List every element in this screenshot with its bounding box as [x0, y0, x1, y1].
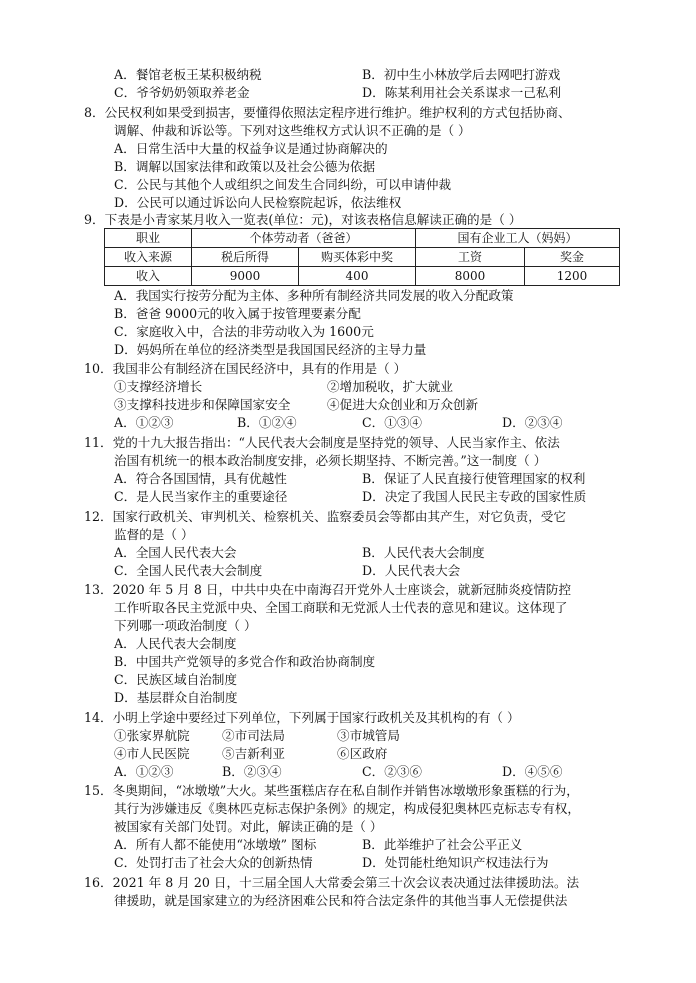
question-12-option-b: B．人民代表大会制度: [362, 545, 485, 560]
question-14-option-d: D．④⑤⑥: [502, 764, 563, 779]
question-13-option-c: C．民族区域自治制度: [114, 672, 237, 687]
income-table: [104, 228, 620, 286]
question-13-stem: 13．2020 年 5 月 8 日，中共中央在中南海召开党外人士座谈会，就新冠肺炎疫情防控: [84, 582, 572, 597]
question-12-stem: 12．国家行政机关、审判机关、检察机关、监察委员会等都由其产生，对它负责，受它: [84, 509, 566, 524]
table-cell: 个体劳动者（爸爸）: [192, 229, 416, 248]
question-13-option-b: B．中国共产党领导的多党合作和政治协商制度: [114, 654, 376, 669]
question-11-stem: 11．党的十九大报告指出：“人民代表大会制度是坚持党的领导、人民当家作主、依法: [84, 435, 560, 450]
option-c: C．爷爷奶奶领取养老金: [114, 85, 250, 100]
question-14-stem: 14．小明上学途中要经过下列单位，下列属于国家行政机关及其机构的有（ ）: [84, 710, 520, 725]
question-14-statement-3: ③市城管局: [337, 728, 400, 743]
question-9-option-d: D．妈妈所在单位的经济类型是我国国民经济的主导力量: [114, 342, 427, 357]
question-10-option-a: A．①②③: [114, 415, 174, 430]
question-15-option-a: A．所有人都不能使用“冰墩墩” 图标: [114, 837, 317, 852]
question-14-statement-6: ⑥区政府: [337, 746, 388, 761]
question-14-statement-1: ①张家界航院: [114, 728, 190, 743]
question-12-stem-cont: 监督的是（ ）: [114, 527, 194, 542]
table-cell: 工资: [416, 248, 525, 267]
question-10-stem: 10．我国非公有制经济在国民经济中，具有的作用是（ ）: [84, 361, 407, 376]
table-cell: 税后所得: [192, 248, 299, 267]
question-13-stem-cont: 工作听取各民主党派中央、全国工商联和无党派人士代表的意见和建议。这体现了: [114, 600, 568, 615]
question-13-stem-cont-2: 下列哪一项政治制度（ ）: [114, 618, 257, 633]
question-8-option-d: D．公民可以通过诉讼向人民检察院起诉，依法维权: [114, 195, 402, 210]
question-14-option-c: C．②③⑥: [362, 764, 423, 779]
table-row: [105, 229, 620, 248]
table-cell: 8000: [416, 267, 525, 286]
question-16-stem: 16．2021 年 8 月 20 日，十三届全国人大常委会第三十次会议表决通过法律援助法。法: [84, 875, 580, 890]
table-row: [105, 248, 620, 267]
table-cell: 1200: [525, 267, 620, 286]
table-cell: 购买体彩中奖: [299, 248, 416, 267]
question-15-stem-cont: 其行为涉嫌违反《奥林匹克标志保护条例》的规定，构成侵犯奥林匹克标志专有权，: [114, 801, 580, 816]
question-15-stem-cont-2: 被国家有关部门处罚。对此，解读正确的是（ ）: [114, 819, 383, 834]
question-8-option-a: A．日常生活中大量的权益争议是通过协商解决的: [114, 141, 388, 156]
question-14-statement-4: ④市人民医院: [114, 746, 190, 761]
question-14-option-a: A．①②③: [114, 764, 174, 779]
question-9-option-b: B．爸爸 9000元的收入属于按管理要素分配: [114, 306, 361, 321]
question-14-statement-2: ②市司法局: [222, 728, 285, 743]
table-cell: 400: [299, 267, 416, 286]
question-9-option-a: A．我国实行按劳分配为主体、多种所有制经济共同发展的收入分配政策: [114, 288, 514, 303]
question-13-option-a: A．人民代表大会制度: [114, 636, 237, 651]
table-cell: 9000: [192, 267, 299, 286]
question-10-option-d: D．②③④: [502, 415, 563, 430]
question-10-option-c: C．①③④: [362, 415, 423, 430]
table-cell: 国有企业工人（妈妈）: [416, 229, 620, 248]
question-9-option-c: C．家庭收入中，合法的非劳动收入为 1600元: [114, 324, 374, 339]
table-row: [105, 267, 620, 286]
question-10-statement-1: ①支撑经济增长: [114, 379, 203, 394]
question-8-stem: 8．公民权利如果受到损害，要懂得依照法定程序进行维护。维护权利的方式包括协商、: [84, 105, 571, 120]
question-14-statement-5: ⑤吉新利亚: [222, 746, 285, 761]
question-16-stem-cont: 律援助，就是国家建立的为经济困难公民和符合法定条件的其他当事人无偿提供法: [114, 893, 568, 908]
question-10-option-b: B．①②④: [237, 415, 297, 430]
question-8-stem-cont: 调解、仲裁和诉讼等。下列对这些维权方式认识不正确的是（ ）: [114, 123, 471, 138]
question-12-option-a: A．全国人民代表大会: [114, 545, 237, 560]
question-15-stem: 15．冬奥期间，“冰墩墩”大火。某些蛋糕店存在私自制作并销售冰墩墩形象蛋糕的行为，: [84, 783, 579, 798]
question-15-option-d: D．处罚能杜绝知识产权违法行为: [362, 855, 549, 870]
question-8-option-c: C．公民与其他个人或组织之间发生合同纠纷，可以申请仲裁: [114, 177, 452, 192]
question-10-statement-4: ④促进大众创业和万众创新: [327, 397, 479, 412]
question-10-statement-3: ③支撑科技进步和保障国家安全: [114, 397, 291, 412]
question-11-option-c: C．是人民当家作主的重要途径: [114, 489, 288, 504]
question-15-option-c: C．处罚打击了社会大众的创新热情: [114, 855, 313, 870]
question-11-stem-cont: 治国有机统一的根本政治制度安排，必须长期坚持、不断完善。”这一制度（ ）: [114, 453, 547, 468]
question-13-option-d: D．基层群众自治制度: [114, 690, 238, 705]
question-15-option-b: B．此举维护了社会公平正义: [362, 837, 523, 852]
question-9-stem: 9．下表是小青家某月收入一览表(单位：元)，对该表格信息解读正确的是（ ）: [84, 212, 522, 227]
question-12-option-c: C．全国人民代表大会制度: [114, 563, 263, 578]
option-a: A．餐馆老板王某积极纳税: [114, 67, 262, 82]
question-11-option-a: A．符合各国国情，具有优越性: [114, 471, 287, 486]
question-10-statement-2: ②增加税收，扩大就业: [327, 379, 453, 394]
question-12-option-d: D．人民代表大会: [362, 563, 461, 578]
table-cell: 职业: [105, 229, 192, 248]
question-8-option-b: B．调解以国家法律和政策以及社会公德为依据: [114, 159, 376, 174]
question-11-option-d: D．决定了我国人民民主专政的国家性质: [362, 489, 587, 504]
question-14-option-b: B．②③④: [222, 764, 282, 779]
option-b: B．初中生小林放学后去网吧打游戏: [362, 67, 561, 82]
question-11-option-b: B．保证了人民直接行使管理国家的权利: [362, 471, 586, 486]
table-cell: 收入: [105, 267, 192, 286]
option-d: D．陈某利用社会关系谋求一己私利: [362, 85, 562, 100]
table-cell: 奖金: [525, 248, 620, 267]
table-cell: 收入来源: [105, 248, 192, 267]
